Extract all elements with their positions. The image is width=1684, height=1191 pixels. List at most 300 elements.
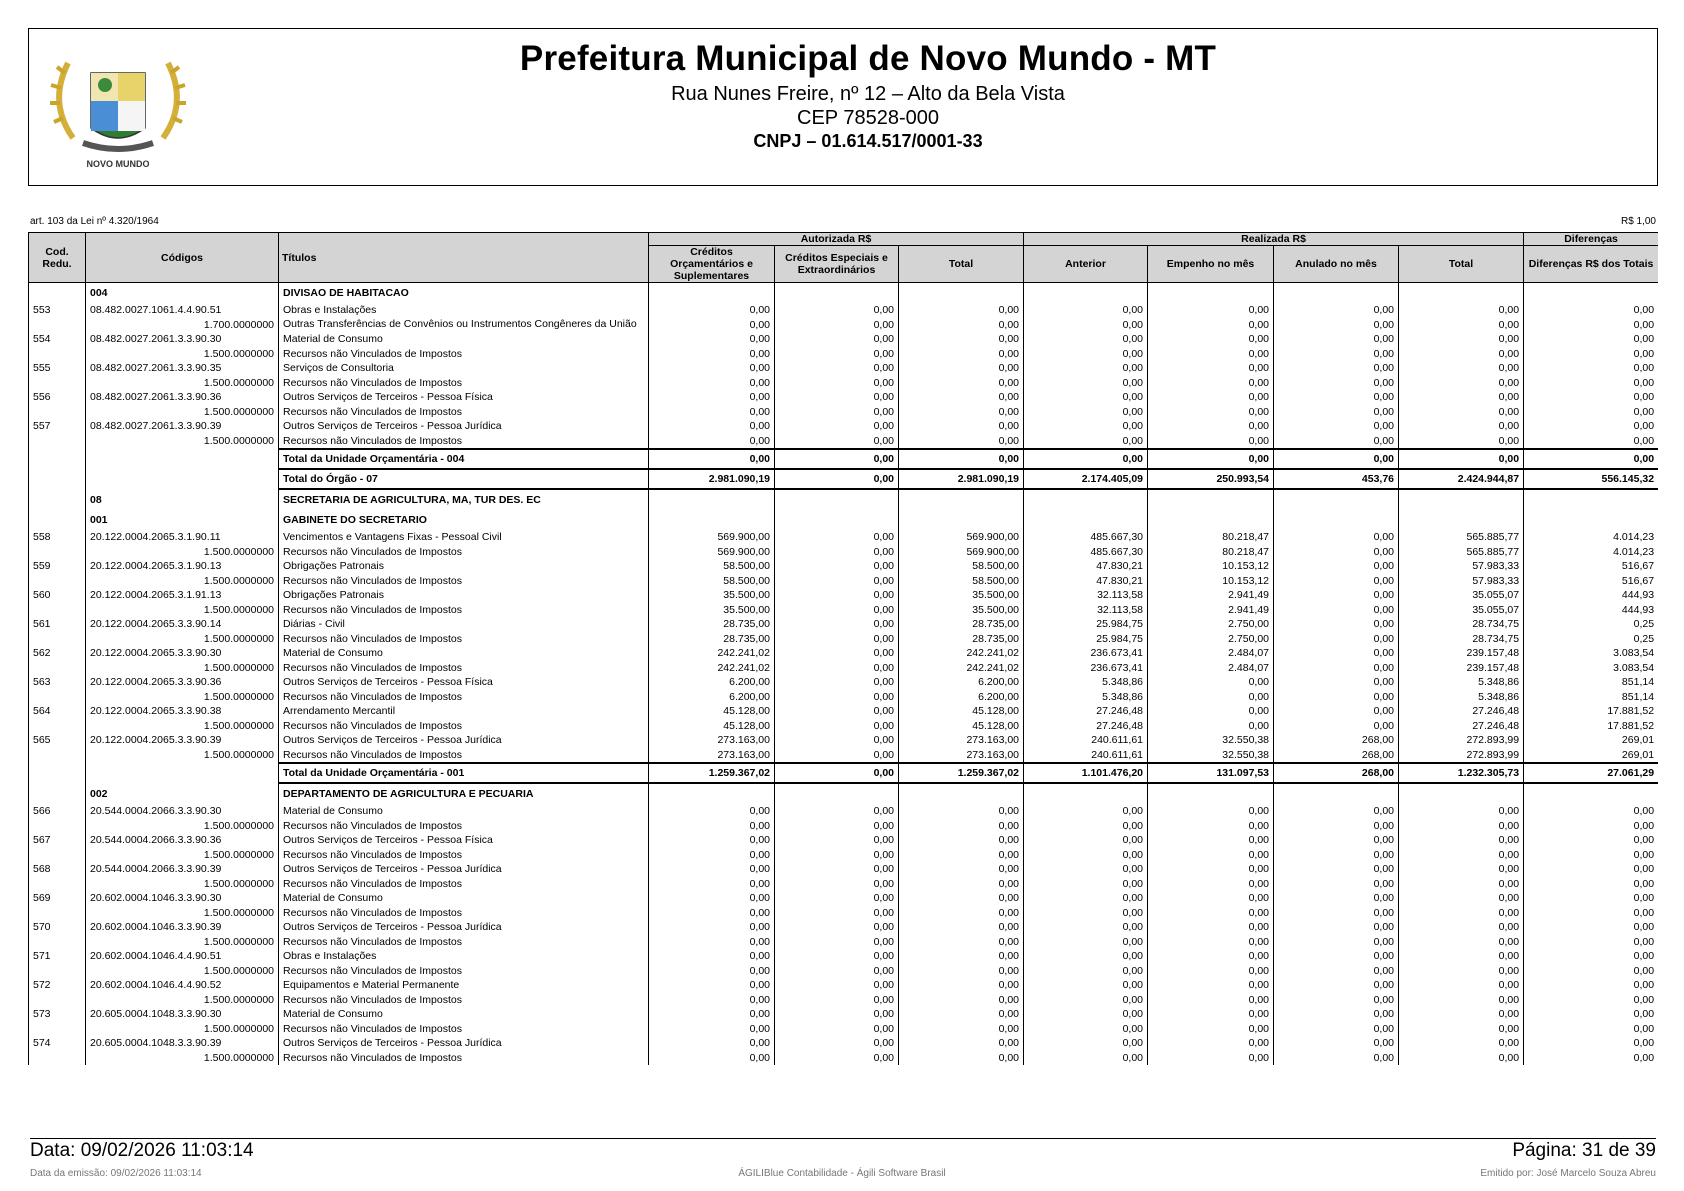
cell-value: 0,00 bbox=[649, 833, 775, 848]
cell-cod bbox=[29, 376, 86, 391]
cell-value: 851,14 bbox=[1524, 690, 1658, 705]
cell-value: 0,00 bbox=[775, 748, 899, 764]
cell-value: 0,00 bbox=[1524, 920, 1658, 935]
cell-cod bbox=[29, 848, 86, 863]
cell-title: Total do Órgão - 07 bbox=[279, 469, 649, 489]
cell-value: 0,00 bbox=[649, 935, 775, 950]
cell-cod: 570 bbox=[29, 920, 86, 935]
cell-value: 0,00 bbox=[1399, 1022, 1524, 1037]
cell-value: 0,00 bbox=[775, 449, 899, 469]
cell-value: 0,00 bbox=[1148, 719, 1274, 734]
cell-value: 0,00 bbox=[1524, 906, 1658, 921]
cell-cod bbox=[29, 434, 86, 450]
cell-value: 0,00 bbox=[899, 405, 1024, 420]
cell-value: 273.163,00 bbox=[649, 748, 775, 764]
cell-value: 57.983,33 bbox=[1399, 574, 1524, 589]
cell-value: 0,00 bbox=[1148, 434, 1274, 450]
cell-value: 0,00 bbox=[1274, 449, 1399, 469]
cell-cod bbox=[29, 819, 86, 834]
cell-value: 0,00 bbox=[1399, 1036, 1524, 1051]
cell-value: 0,00 bbox=[775, 376, 899, 391]
cell-value: 268,00 bbox=[1274, 733, 1399, 748]
table-subrow bbox=[29, 1051, 1659, 1066]
cell-title: Material de Consumo bbox=[279, 804, 649, 819]
cell-code: 20.605.0004.1048.3.3.90.39 bbox=[86, 1036, 279, 1051]
cell-value: 0,00 bbox=[899, 303, 1024, 318]
cell-value: 0,00 bbox=[1399, 949, 1524, 964]
col-creditos-especiais: Créditos Especiais e Extraordinários bbox=[775, 246, 899, 283]
cell-code: 002 bbox=[86, 783, 279, 804]
cell-value: 0,00 bbox=[775, 935, 899, 950]
cell-value: 32.113,58 bbox=[1024, 588, 1148, 603]
cell-code: 1.700.0000000 bbox=[86, 318, 279, 333]
cell-value: 565.885,77 bbox=[1399, 530, 1524, 545]
cell-code: 004 bbox=[86, 283, 279, 304]
cell-value: 0,00 bbox=[775, 733, 899, 748]
total-row bbox=[29, 449, 1659, 469]
cell-value: 0,00 bbox=[1274, 690, 1399, 705]
cell-empty bbox=[1024, 283, 1148, 304]
cell-empty bbox=[1274, 489, 1399, 510]
cell-title: Diárias - Civil bbox=[279, 617, 649, 632]
cell-empty bbox=[649, 510, 775, 530]
cell-value: 0,00 bbox=[775, 704, 899, 719]
footer-page: Página: 31 de 39 bbox=[1512, 1140, 1656, 1161]
cell-empty bbox=[1024, 489, 1148, 510]
cell-title: Recursos não Vinculados de Impostos bbox=[279, 405, 649, 420]
cell-value: 0,00 bbox=[1274, 804, 1399, 819]
table-row bbox=[29, 862, 1659, 877]
footer-software: ÁGILIBlue Contabilidade - Ágili Software Brasil bbox=[738, 1168, 946, 1179]
cell-value: 0,00 bbox=[1274, 361, 1399, 376]
table-row bbox=[29, 419, 1659, 434]
cell-value: 0,00 bbox=[775, 920, 899, 935]
cell-code: 20.544.0004.2066.3.3.90.39 bbox=[86, 862, 279, 877]
cell-value: 485.667,30 bbox=[1024, 545, 1148, 560]
cell-value: 0,00 bbox=[899, 978, 1024, 993]
cell-value: 0,00 bbox=[1024, 906, 1148, 921]
cell-value: 10.153,12 bbox=[1148, 574, 1274, 589]
address: Rua Nunes Freire, nº 12 – Alto da Bela Vista bbox=[671, 83, 1065, 105]
cell-value: 0,00 bbox=[1148, 949, 1274, 964]
cell-value: 0,00 bbox=[1399, 318, 1524, 333]
cell-code: 08.482.0027.2061.3.3.90.30 bbox=[86, 332, 279, 347]
cell-value: 0,00 bbox=[1274, 347, 1399, 362]
cell-cod: 573 bbox=[29, 1007, 86, 1022]
cell-title: Total da Unidade Orçamentária - 001 bbox=[279, 763, 649, 783]
cell-value: 0,00 bbox=[899, 877, 1024, 892]
cell-empty bbox=[1399, 783, 1524, 804]
cell-value: 0,00 bbox=[1274, 530, 1399, 545]
cell-empty bbox=[899, 510, 1024, 530]
cell-value: 0,00 bbox=[1524, 862, 1658, 877]
cell-value: 0,00 bbox=[1024, 920, 1148, 935]
cell-title: Recursos não Vinculados de Impostos bbox=[279, 877, 649, 892]
cell-cod bbox=[29, 283, 86, 304]
cell-cod: 555 bbox=[29, 361, 86, 376]
cell-code: 1.500.0000000 bbox=[86, 347, 279, 362]
cell-value: 58.500,00 bbox=[899, 574, 1024, 589]
cell-title: Vencimentos e Vantagens Fixas - Pessoal Civil bbox=[279, 530, 649, 545]
cell-value: 131.097,53 bbox=[1148, 763, 1274, 783]
table-row bbox=[29, 804, 1659, 819]
cell-value: 0,00 bbox=[1274, 632, 1399, 647]
table-row bbox=[29, 530, 1659, 545]
cell-value: 0,00 bbox=[1148, 405, 1274, 420]
table-body bbox=[29, 283, 1659, 1066]
cell-value: 0,00 bbox=[899, 449, 1024, 469]
cell-value: 0,00 bbox=[899, 1007, 1024, 1022]
cell-title: Recursos não Vinculados de Impostos bbox=[279, 819, 649, 834]
cell-value: 0,00 bbox=[649, 361, 775, 376]
cell-value: 0,00 bbox=[1024, 819, 1148, 834]
cell-value: 2.981.090,19 bbox=[899, 469, 1024, 489]
cell-value: 0,00 bbox=[1399, 935, 1524, 950]
cell-value: 444,93 bbox=[1524, 588, 1658, 603]
cell-value: 0,00 bbox=[649, 1036, 775, 1051]
cell-code: 20.122.0004.2065.3.3.90.30 bbox=[86, 646, 279, 661]
table-row bbox=[29, 303, 1659, 318]
cell-code bbox=[86, 469, 279, 489]
cell-value: 0,00 bbox=[1024, 804, 1148, 819]
col-codigos: Códigos bbox=[86, 233, 279, 283]
cell-value: 0,00 bbox=[1148, 819, 1274, 834]
cell-value: 5.348,86 bbox=[1399, 690, 1524, 705]
cell-title: Obras e Instalações bbox=[279, 303, 649, 318]
cell-value: 0,00 bbox=[1274, 906, 1399, 921]
cell-value: 0,00 bbox=[1148, 1036, 1274, 1051]
cell-value: 0,00 bbox=[1024, 891, 1148, 906]
cell-value: 0,00 bbox=[1148, 964, 1274, 979]
table-subrow bbox=[29, 964, 1659, 979]
cell-value: 6.200,00 bbox=[899, 690, 1024, 705]
cell-value: 35.055,07 bbox=[1399, 588, 1524, 603]
cell-value: 0,00 bbox=[899, 993, 1024, 1008]
cell-value: 0,00 bbox=[649, 993, 775, 1008]
cell-value: 0,00 bbox=[1024, 848, 1148, 863]
table-subrow bbox=[29, 405, 1659, 420]
table-row bbox=[29, 978, 1659, 993]
cell-cod: 560 bbox=[29, 588, 86, 603]
cell-empty bbox=[1399, 510, 1524, 530]
cell-value: 1.101.476,20 bbox=[1024, 763, 1148, 783]
col-anulado: Anulado no mês bbox=[1274, 246, 1399, 283]
cell-title: Outros Serviços de Terceiros - Pessoa Física bbox=[279, 675, 649, 690]
cell-code: 20.122.0004.2065.3.3.90.39 bbox=[86, 733, 279, 748]
cell-value: 28.735,00 bbox=[649, 617, 775, 632]
cell-value: 27.061,29 bbox=[1524, 763, 1658, 783]
group-realizada: Realizada R$ bbox=[1024, 233, 1524, 246]
cell-value: 485.667,30 bbox=[1024, 530, 1148, 545]
cell-value: 516,67 bbox=[1524, 559, 1658, 574]
cell-value: 0,00 bbox=[1274, 434, 1399, 450]
cell-value: 0,00 bbox=[649, 347, 775, 362]
cell-value: 0,00 bbox=[1399, 993, 1524, 1008]
cell-value: 0,00 bbox=[1524, 303, 1658, 318]
cell-value: 556.145,32 bbox=[1524, 469, 1658, 489]
cell-value: 0,00 bbox=[1274, 935, 1399, 950]
cell-code: 20.122.0004.2065.3.3.90.38 bbox=[86, 704, 279, 719]
cell-value: 0,00 bbox=[1524, 405, 1658, 420]
cell-value: 5.348,86 bbox=[1399, 675, 1524, 690]
cell-value: 0,00 bbox=[775, 690, 899, 705]
cell-value: 569.900,00 bbox=[899, 545, 1024, 560]
cell-cod: 556 bbox=[29, 390, 86, 405]
cell-value: 0,00 bbox=[899, 833, 1024, 848]
cell-value: 0,00 bbox=[649, 964, 775, 979]
table-subrow bbox=[29, 434, 1659, 450]
cell-value: 58.500,00 bbox=[899, 559, 1024, 574]
cell-value: 0,00 bbox=[649, 949, 775, 964]
cell-value: 0,00 bbox=[899, 935, 1024, 950]
cell-value: 0,00 bbox=[649, 303, 775, 318]
cell-title: Recursos não Vinculados de Impostos bbox=[279, 434, 649, 450]
cell-empty bbox=[775, 489, 899, 510]
cell-title: Recursos não Vinculados de Impostos bbox=[279, 376, 649, 391]
cell-value: 273.163,00 bbox=[649, 733, 775, 748]
cell-value: 0,00 bbox=[1274, 993, 1399, 1008]
cell-value: 45.128,00 bbox=[649, 704, 775, 719]
cell-value: 58.500,00 bbox=[649, 574, 775, 589]
cell-value: 0,00 bbox=[1148, 347, 1274, 362]
cell-value: 0,00 bbox=[1274, 1036, 1399, 1051]
cell-code: 1.500.0000000 bbox=[86, 993, 279, 1008]
cell-value: 0,00 bbox=[899, 819, 1024, 834]
cell-value: 0,00 bbox=[775, 993, 899, 1008]
cell-value: 444,93 bbox=[1524, 603, 1658, 618]
cell-value: 0,00 bbox=[1399, 978, 1524, 993]
cell-value: 0,00 bbox=[1524, 819, 1658, 834]
cell-code: 1.500.0000000 bbox=[86, 545, 279, 560]
cell-cod bbox=[29, 632, 86, 647]
cell-value: 0,00 bbox=[1148, 891, 1274, 906]
cell-value: 0,00 bbox=[1148, 1022, 1274, 1037]
cell-value: 240.611,61 bbox=[1024, 748, 1148, 764]
cell-cod bbox=[29, 935, 86, 950]
cell-cod: 559 bbox=[29, 559, 86, 574]
cell-title: Recursos não Vinculados de Impostos bbox=[279, 935, 649, 950]
cell-value: 0,00 bbox=[649, 1007, 775, 1022]
cell-title: Recursos não Vinculados de Impostos bbox=[279, 632, 649, 647]
cell-value: 47.830,21 bbox=[1024, 559, 1148, 574]
cell-value: 17.881,52 bbox=[1524, 719, 1658, 734]
cell-value: 0,00 bbox=[775, 318, 899, 333]
cell-value: 3.083,54 bbox=[1524, 646, 1658, 661]
cell-code: 1.500.0000000 bbox=[86, 848, 279, 863]
cell-value: 0,00 bbox=[1024, 949, 1148, 964]
cell-value: 0,00 bbox=[1024, 347, 1148, 362]
cell-value: 0,00 bbox=[775, 405, 899, 420]
cell-value: 1.232.305,73 bbox=[1399, 763, 1524, 783]
cell-value: 0,00 bbox=[1024, 1022, 1148, 1037]
cell-value: 272.893,99 bbox=[1399, 748, 1524, 764]
cell-title: Obras e Instalações bbox=[279, 949, 649, 964]
cell-title: Outros Serviços de Terceiros - Pessoa Jurídica bbox=[279, 419, 649, 434]
cell-code: 20.602.0004.1046.4.4.90.51 bbox=[86, 949, 279, 964]
cell-code: 08.482.0027.2061.3.3.90.35 bbox=[86, 361, 279, 376]
cell-value: 0,00 bbox=[1148, 848, 1274, 863]
cell-value: 239.157,48 bbox=[1399, 646, 1524, 661]
cell-code: 20.544.0004.2066.3.3.90.36 bbox=[86, 833, 279, 848]
table-subrow bbox=[29, 545, 1659, 560]
cell-value: 0,00 bbox=[1148, 993, 1274, 1008]
cell-value: 0,00 bbox=[1524, 1051, 1658, 1066]
cell-value: 1.259.367,02 bbox=[899, 763, 1024, 783]
cell-value: 0,00 bbox=[649, 891, 775, 906]
cell-code: 1.500.0000000 bbox=[86, 632, 279, 647]
section-header-row bbox=[29, 783, 1659, 804]
cell-value: 0,00 bbox=[1399, 964, 1524, 979]
cell-value: 0,00 bbox=[1524, 376, 1658, 391]
cell-value: 0,00 bbox=[1274, 949, 1399, 964]
cell-value: 269,01 bbox=[1524, 748, 1658, 764]
footer-issuer: Emitido por: José Marcelo Souza Abreu bbox=[1480, 1168, 1656, 1179]
group-autorizada: Autorizada R$ bbox=[649, 233, 1024, 246]
cell-value: 2.484,07 bbox=[1148, 661, 1274, 676]
cell-value: 0,00 bbox=[1148, 303, 1274, 318]
table-row bbox=[29, 733, 1659, 748]
cell-value: 0,00 bbox=[1148, 862, 1274, 877]
cell-value: 0,00 bbox=[1274, 419, 1399, 434]
cell-value: 2.750,00 bbox=[1148, 632, 1274, 647]
cell-value: 0,00 bbox=[775, 545, 899, 560]
cell-code: 20.122.0004.2065.3.1.90.13 bbox=[86, 559, 279, 574]
cell-code: 08.482.0027.2061.3.3.90.36 bbox=[86, 390, 279, 405]
cell-value: 0,00 bbox=[899, 318, 1024, 333]
cell-value: 0,00 bbox=[1148, 318, 1274, 333]
cell-value: 5.348,86 bbox=[1024, 690, 1148, 705]
col-creditos-orcamentarios: Créditos Orçamentários e Suplementares bbox=[649, 246, 775, 283]
cell-code: 1.500.0000000 bbox=[86, 661, 279, 676]
cell-value: 0,00 bbox=[775, 347, 899, 362]
section-header-row bbox=[29, 489, 1659, 510]
report-header bbox=[28, 28, 1658, 186]
cell-value: 0,00 bbox=[649, 405, 775, 420]
cell-title: Outros Serviços de Terceiros - Pessoa Física bbox=[279, 833, 649, 848]
cell-value: 239.157,48 bbox=[1399, 661, 1524, 676]
cell-title: GABINETE DO SECRETARIO bbox=[279, 510, 649, 530]
cell-code: 1.500.0000000 bbox=[86, 434, 279, 450]
table-subrow bbox=[29, 318, 1659, 333]
cell-empty bbox=[775, 283, 899, 304]
cell-cod: 568 bbox=[29, 862, 86, 877]
cell-code: 08.482.0027.1061.4.4.90.51 bbox=[86, 303, 279, 318]
table-subrow bbox=[29, 347, 1659, 362]
cell-code: 1.500.0000000 bbox=[86, 690, 279, 705]
cell-value: 0,00 bbox=[1024, 964, 1148, 979]
cell-value: 0,00 bbox=[899, 390, 1024, 405]
cell-empty bbox=[775, 783, 899, 804]
cell-empty bbox=[1524, 283, 1658, 304]
cell-cod bbox=[29, 318, 86, 333]
table-subrow bbox=[29, 574, 1659, 589]
cell-value: 565.885,77 bbox=[1399, 545, 1524, 560]
cell-value: 0,00 bbox=[649, 819, 775, 834]
cell-value: 0,00 bbox=[1399, 303, 1524, 318]
cell-title: Material de Consumo bbox=[279, 646, 649, 661]
cell-value: 2.424.944,87 bbox=[1399, 469, 1524, 489]
cell-value: 0,00 bbox=[1148, 690, 1274, 705]
cell-cod: 557 bbox=[29, 419, 86, 434]
table-subrow bbox=[29, 906, 1659, 921]
cell-title: Material de Consumo bbox=[279, 1007, 649, 1022]
cell-value: 0,00 bbox=[775, 891, 899, 906]
cell-cod bbox=[29, 449, 86, 469]
cell-value: 0,00 bbox=[1274, 1007, 1399, 1022]
cell-value: 0,00 bbox=[775, 303, 899, 318]
cell-value: 516,67 bbox=[1524, 574, 1658, 589]
cell-value: 0,00 bbox=[649, 376, 775, 391]
cell-value: 27.246,48 bbox=[1399, 719, 1524, 734]
section-header-row bbox=[29, 283, 1659, 304]
cell-value: 0,00 bbox=[1524, 390, 1658, 405]
cell-value: 0,00 bbox=[1148, 978, 1274, 993]
cell-value: 0,00 bbox=[1524, 978, 1658, 993]
cell-value: 0,00 bbox=[1274, 617, 1399, 632]
cell-code: 08.482.0027.2061.3.3.90.39 bbox=[86, 419, 279, 434]
cell-value: 0,00 bbox=[1148, 419, 1274, 434]
cell-cod: 569 bbox=[29, 891, 86, 906]
cell-value: 35.500,00 bbox=[899, 588, 1024, 603]
cell-code: 1.500.0000000 bbox=[86, 574, 279, 589]
cell-value: 0,00 bbox=[649, 848, 775, 863]
cell-value: 2.484,07 bbox=[1148, 646, 1274, 661]
cell-value: 35.500,00 bbox=[899, 603, 1024, 618]
cell-value: 0,00 bbox=[899, 848, 1024, 863]
cell-value: 1.259.367,02 bbox=[649, 763, 775, 783]
cell-value: 0,00 bbox=[1148, 675, 1274, 690]
cell-value: 27.246,48 bbox=[1024, 719, 1148, 734]
cell-title: Equipamentos e Material Permanente bbox=[279, 978, 649, 993]
cell-code: 20.122.0004.2065.3.3.90.36 bbox=[86, 675, 279, 690]
cell-value: 0,00 bbox=[1524, 877, 1658, 892]
cell-value: 0,00 bbox=[1148, 1051, 1274, 1066]
cell-value: 0,00 bbox=[1524, 318, 1658, 333]
table-row bbox=[29, 891, 1659, 906]
col-cod-redu: Cod. Redu. bbox=[29, 233, 86, 283]
cell-empty bbox=[649, 783, 775, 804]
cell-code: 1.500.0000000 bbox=[86, 603, 279, 618]
cell-cod bbox=[29, 719, 86, 734]
cell-value: 0,00 bbox=[899, 891, 1024, 906]
cell-title: Serviços de Consultoria bbox=[279, 361, 649, 376]
cell-empty bbox=[1148, 489, 1274, 510]
cell-value: 0,00 bbox=[899, 964, 1024, 979]
cell-value: 569.900,00 bbox=[649, 545, 775, 560]
cell-value: 0,00 bbox=[649, 1022, 775, 1037]
cell-value: 0,00 bbox=[1524, 347, 1658, 362]
currency-unit: R$ 1,00 bbox=[1620, 216, 1656, 227]
cell-value: 0,00 bbox=[1148, 920, 1274, 935]
cell-value: 5.348,86 bbox=[1024, 675, 1148, 690]
postal-code: CEP 78528-000 bbox=[797, 107, 939, 129]
cell-value: 0,00 bbox=[1148, 361, 1274, 376]
cell-value: 0,00 bbox=[899, 906, 1024, 921]
cell-code: 1.500.0000000 bbox=[86, 819, 279, 834]
cell-value: 0,00 bbox=[1024, 833, 1148, 848]
law-note: art. 103 da Lei nº 4.320/1964 bbox=[30, 216, 159, 227]
cell-value: 0,25 bbox=[1524, 632, 1658, 647]
cell-value: 0,00 bbox=[775, 530, 899, 545]
table-row bbox=[29, 1007, 1659, 1022]
cell-value: 0,00 bbox=[1024, 449, 1148, 469]
cell-value: 0,00 bbox=[1274, 719, 1399, 734]
table-row bbox=[29, 390, 1659, 405]
cell-title: Recursos não Vinculados de Impostos bbox=[279, 574, 649, 589]
cell-value: 0,00 bbox=[1274, 877, 1399, 892]
table-row bbox=[29, 704, 1659, 719]
table-row bbox=[29, 559, 1659, 574]
